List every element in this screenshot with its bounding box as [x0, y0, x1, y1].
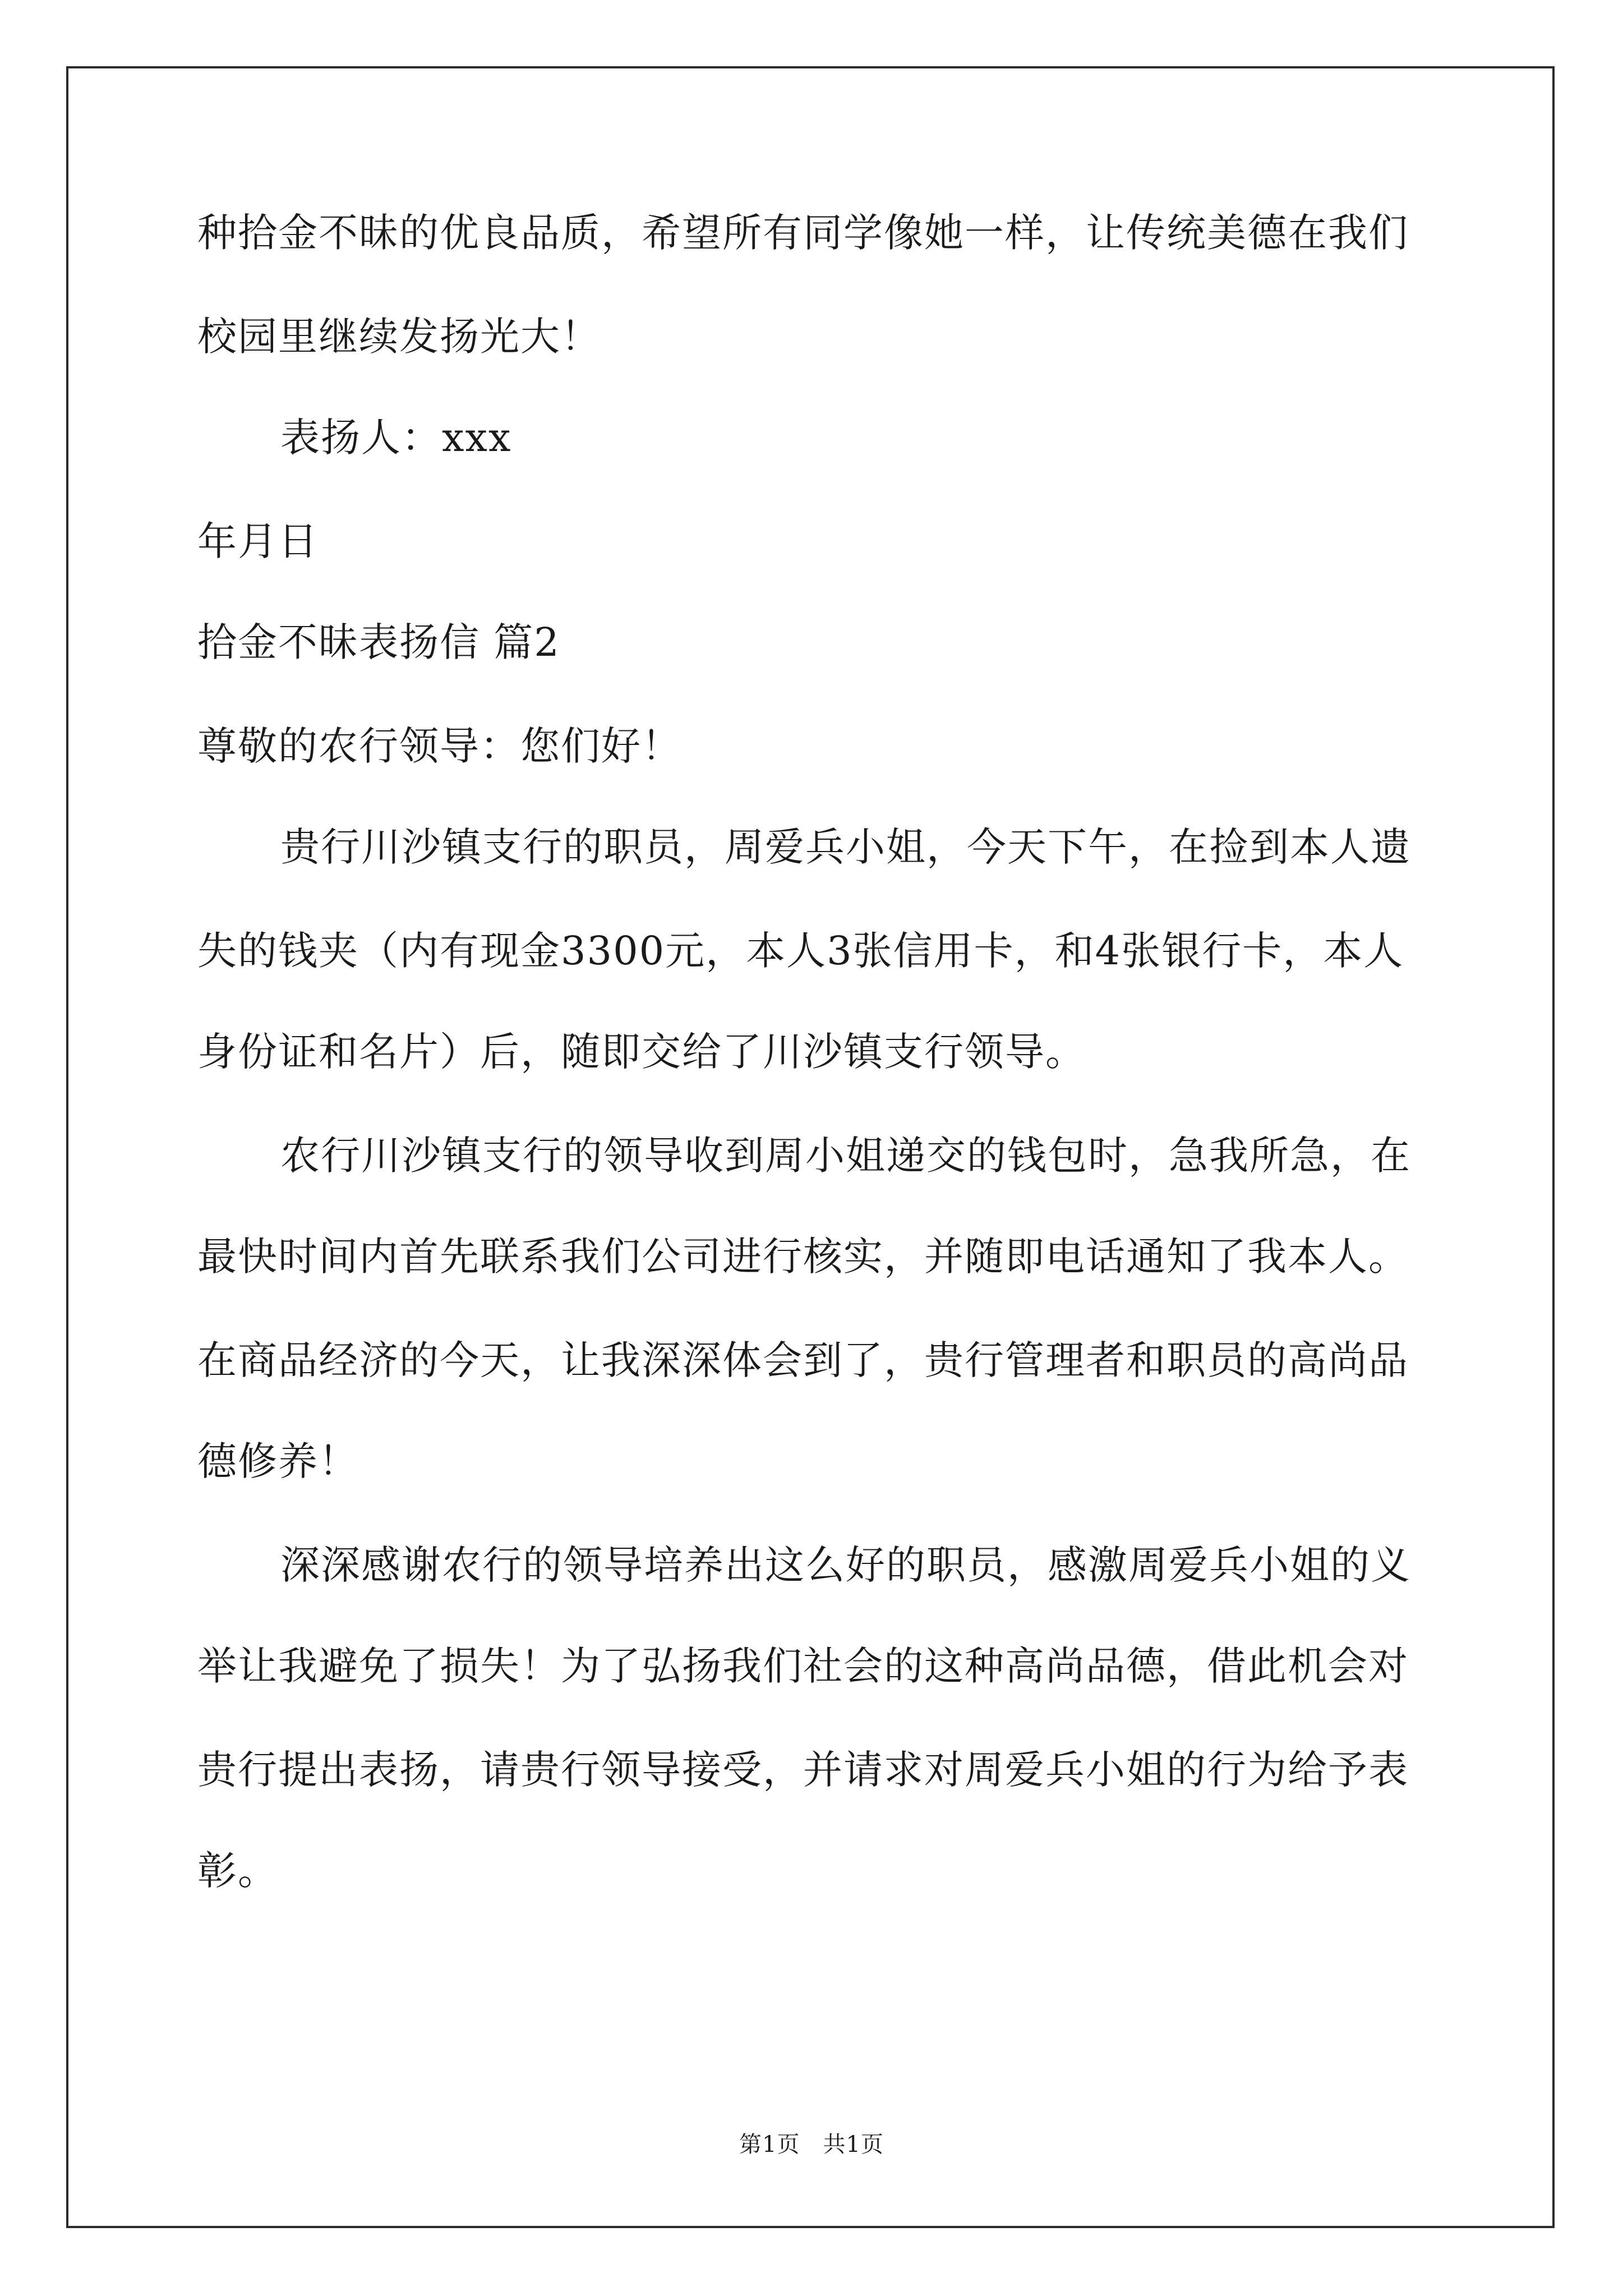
salutation: 尊敬的农行领导：您们好！ [197, 723, 682, 769]
signature-line: 表扬人：xxx [280, 415, 512, 461]
page-footer: 第1页 共1页 [739, 2132, 884, 2157]
paragraph-line: 贵行川沙镇支行的职员，周爱兵小姐，今天下午，在捡到本人遗 [280, 824, 1411, 870]
text-line: 校园里继续发扬光大！ [197, 314, 601, 360]
paragraph-line: 彰。 [197, 1848, 278, 1894]
paragraph-line: 农行川沙镇支行的领导收到周小姐递交的钱包时，急我所急，在 [280, 1133, 1411, 1179]
text-line: 种拾金不昧的优良品质，希望所有同学像她一样，让传统美德在我们 [197, 210, 1409, 256]
paragraph-line: 贵行提出表扬，请贵行领导接受，并请求对周爱兵小姐的行为给予表 [197, 1747, 1409, 1793]
paragraph-line: 最快时间内首先联系我们公司进行核实，并随即电话通知了我本人。 [197, 1234, 1409, 1280]
paragraph-line: 举让我避免了损失！为了弘扬我们社会的这种高尚品德，借此机会对 [197, 1643, 1409, 1689]
paragraph-line: 德修养！ [197, 1438, 359, 1484]
paragraph-line: 深深感谢农行的领导培养出这么好的职员，感激周爱兵小姐的义 [280, 1542, 1411, 1588]
paragraph-line: 失的钱夹（内有现金3300元，本人3张信用卡，和4张银行卡，本人 [197, 928, 1404, 974]
paragraph-line: 身份证和名片）后，随即交给了川沙镇支行领导。 [197, 1029, 1086, 1075]
section-heading: 拾金不昧表扬信 篇2 [197, 619, 560, 665]
date-line: 年月日 [197, 518, 319, 564]
paragraph-line: 在商品经济的今天，让我深深体会到了，贵行管理者和职员的高尚品 [197, 1337, 1409, 1383]
